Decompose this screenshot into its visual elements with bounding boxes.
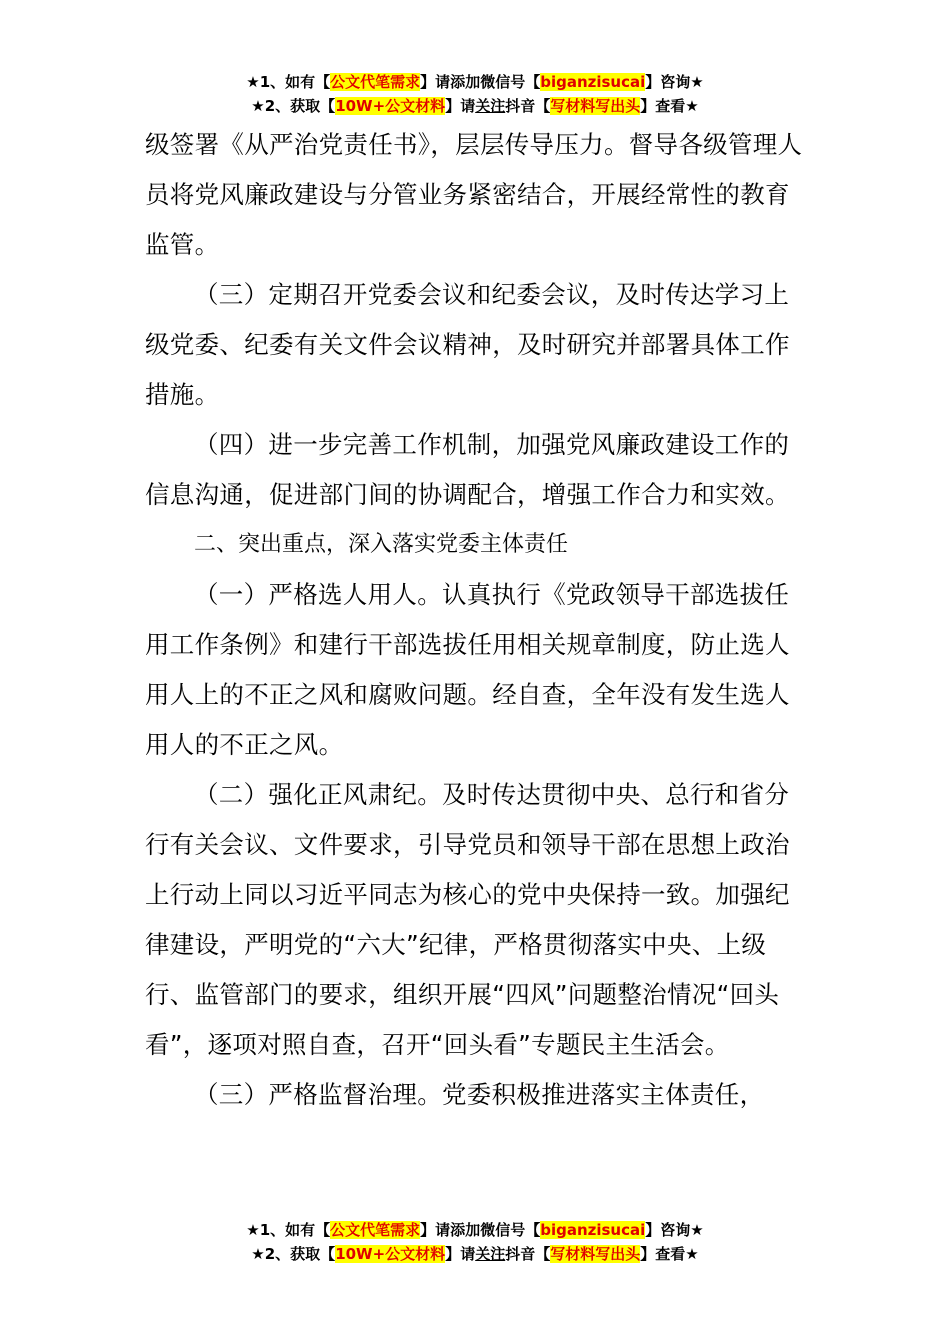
banner-text: 抖音【 [505, 97, 551, 115]
banner-text: 】请 [445, 97, 476, 115]
banner-text: 】查看★ [640, 1245, 699, 1263]
bottom-banner-line-1 [0, 1218, 950, 1242]
paragraph: （一）严格选人用人。认真执行《党政领导干部选拔任用工作条例》和建行干部选拔任用相关规章制度，防止选人用人上的不正之风和腐败问题。经自查，全年没有发生选人用人的不正之风。 [145, 580, 790, 759]
banner-highlight: 10W+公文材料 [335, 1245, 446, 1263]
banner-text: 】请添 [420, 73, 466, 91]
document-body [145, 120, 810, 1120]
paragraph: （三）定期召开党委会议和纪委会议，及时传达学习上级党委、纪委有关文件会议精神，及时研究并部署具体工作措施。 [145, 280, 790, 409]
banner-highlight: 写材料写出头 [550, 97, 641, 115]
banner-highlight: 10W+公文材料 [335, 97, 446, 115]
paragraph: （四）进一步完善工作机制，加强党风廉政建设工作的信息沟通，促进部门间的协调配合，增强工作合力和实效。 [145, 430, 790, 509]
banner-text: 加 [465, 73, 481, 91]
banner-highlight: 写材料写出头 [550, 1245, 641, 1263]
banner-text: 微信号【 [480, 73, 541, 91]
banner-text: 加 [465, 1221, 481, 1239]
banner-highlight-wechat: biganzisucai [540, 1221, 646, 1239]
paragraph: （二）强化正风肃纪。及时传达贯彻中央、总行和省分行有关会议、文件要求，引导党员和领导干部在思想上政治上行动上同以习近平同志为核心的党中央保持一致。加强纪律建设，严明党的“六大”纪律，严格贯彻落实中央、上级行、监管部门的要求，组织开展“四风”问题整治情况“回头看”，逐项对照自查，召开“回头看”专题民主生活会。 [145, 780, 790, 1059]
banner-highlight: 公文代笔需求 [330, 1221, 421, 1239]
banner-text: 关注 [475, 97, 506, 115]
banner-text: 微信号【 [480, 1221, 541, 1239]
banner-text: ★1、如有【 [246, 73, 331, 91]
banner-text: ★2、获取【 [251, 97, 336, 115]
paragraph: （三）严格监督治理。党委积极推进落实主体责任， [194, 1080, 765, 1109]
banner-text: 抖音【 [505, 1245, 551, 1263]
paragraph: 级签署《从严治党责任书》，层层传导压力。督导各级管理人员将党风廉政建设与分管业务紧密结合，开展经常性的教育监管。 [145, 130, 803, 259]
banner-highlight: 公文代笔需求 [330, 73, 421, 91]
top-banner-line-1 [0, 70, 950, 94]
banner-text: 】咨询★ [645, 1221, 704, 1239]
banner-text: ★1、如有【 [246, 1221, 331, 1239]
banner-highlight-wechat: biganzisucai [540, 73, 646, 91]
banner-text: ★2、获取【 [251, 1245, 336, 1263]
banner-text: 】请添 [420, 1221, 466, 1239]
banner-text: 】请 [445, 1245, 476, 1263]
bottom-banner-line-2 [0, 1242, 950, 1266]
banner-text: 】咨询★ [645, 73, 704, 91]
section-heading: 二、突出重点，深入落实党委主体责任 [194, 532, 569, 557]
banner-text: 关注 [475, 1245, 506, 1263]
top-banner-line-2 [0, 94, 950, 118]
banner-text: 】查看★ [640, 97, 699, 115]
